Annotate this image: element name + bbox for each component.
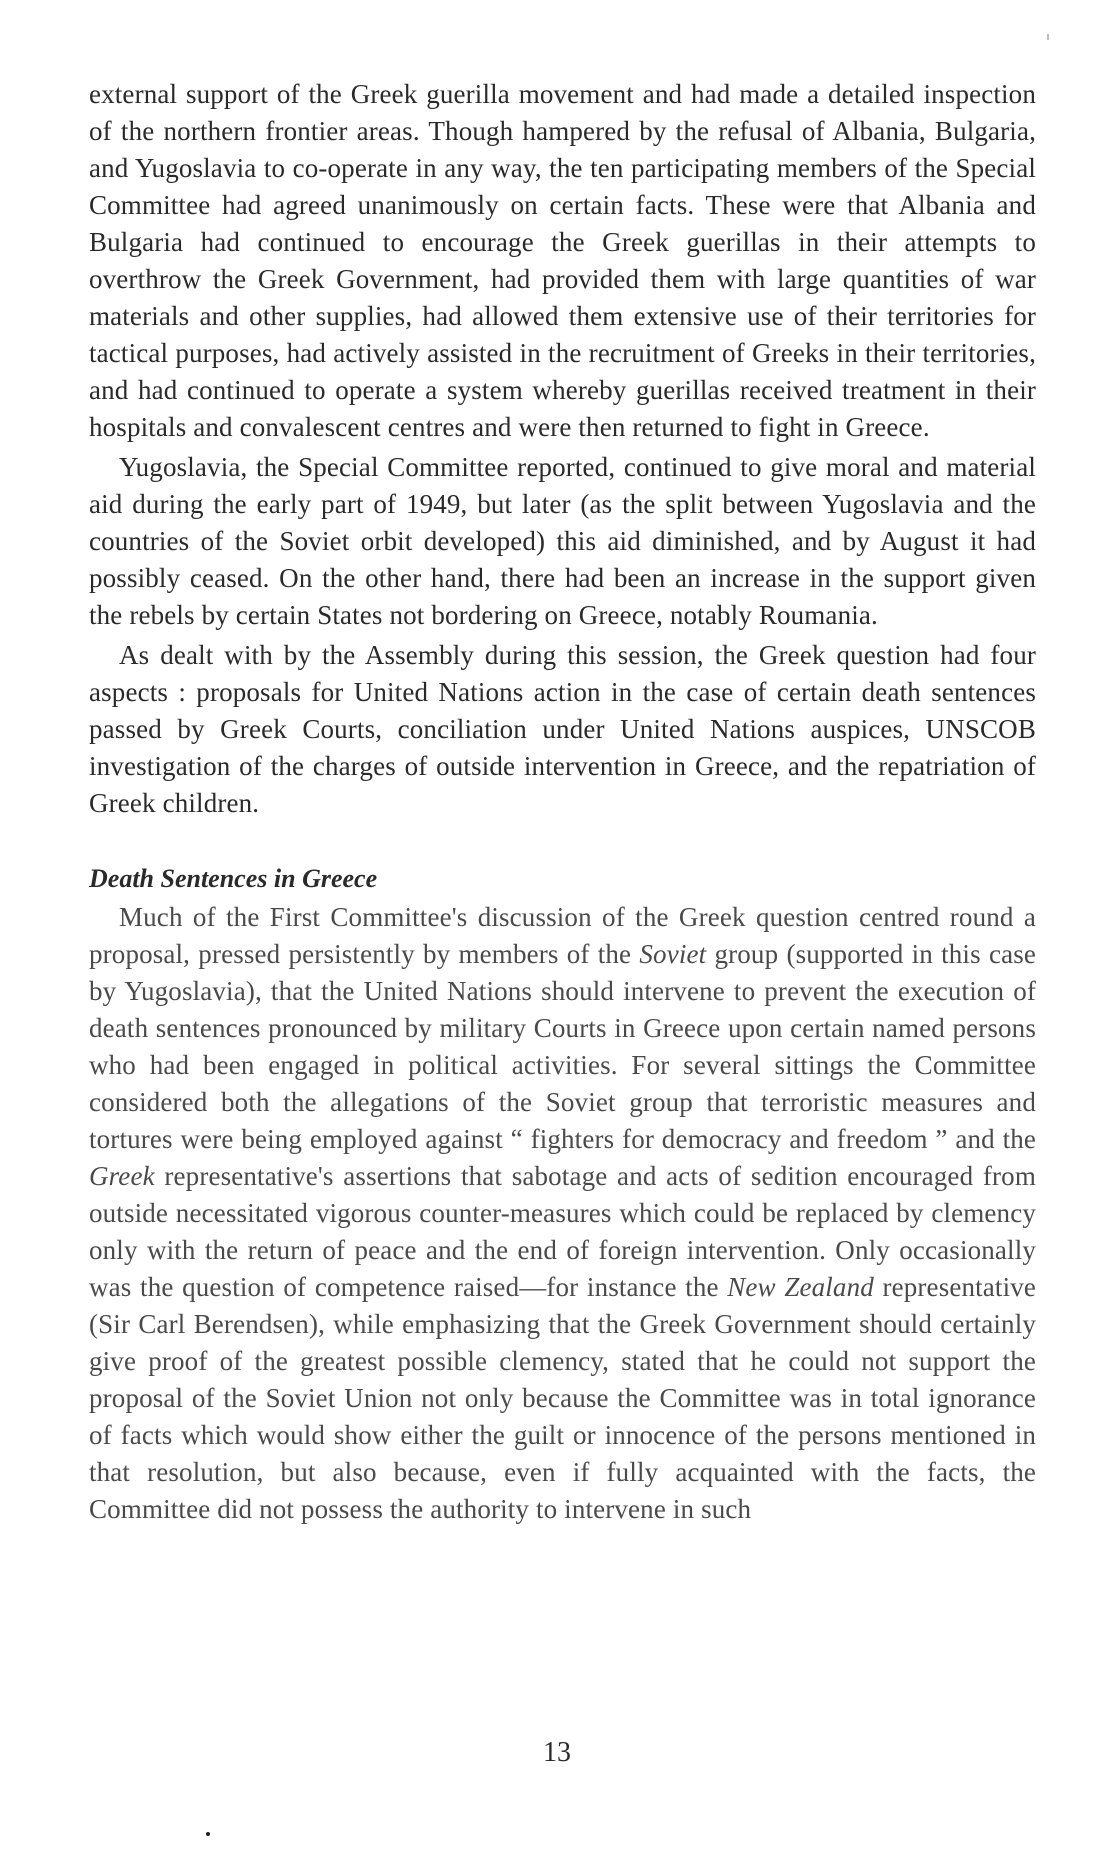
document-page: [89, 76, 1036, 1528]
paragraph-1: external support of the Greek guerilla movement and had made a detailed inspection of the northern frontier areas. Though hampered by the refusal of Albania, Bulgaria, and Yugoslavia to co-operate in any way, the ten participating members of the Special Committee had agreed unanimously on certain facts. These were that Albania and Bulgaria had continued to encourage the Greek guerillas in their attempts to overthrow the Greek Government, had provided them with large quantities of war materials and other supplies, had allowed them extensive use of their territories for tactical purposes, had actively assisted in the recruitment of Greeks in their territories, and had continued to operate a system whereby guerillas received treatment in their hospitals and convalescent centres and were then returned to fight in Greece.: [89, 79, 1036, 442]
scan-mark: [1047, 34, 1049, 40]
scan-speck: [206, 1832, 210, 1836]
section-heading: Death Sentences in Greece: [89, 864, 378, 893]
new-zealand-emphasis: New Zealand: [727, 1272, 874, 1302]
greek-emphasis: Greek: [89, 1161, 155, 1191]
paragraph-4: [89, 899, 1036, 1528]
page-number: 13: [543, 1737, 571, 1768]
paragraph-4-text-3: representative's assertions that sabotage and acts of sedition encouraged from outside necessitated vigorous counter-measures which could be replaced by clemency only with the return of peace and the end of foreign intervention. Only occasionally was the question of competence raised—for instance the: [89, 1161, 1036, 1302]
paragraph-4-text-1: Much of the First Committee's discussion of the Greek question centred round a proposal, pressed persistently by members of the: [89, 902, 1036, 969]
paragraph-4-text-4: representative (Sir Carl Berendsen), while emphasizing that the Greek Government should certainly give proof of the greatest possible clemency, stated that he could not support the proposal of the Soviet Union not only because the Committee was in total ignorance of facts which would show either the guilt or innocence of the persons mentioned in that resolution, but also because, even if fully acquainted with the facts, the Committee did not possess the authority to intervene in such: [89, 1272, 1037, 1524]
paragraph-3: As dealt with by the Assembly during this session, the Greek question had four aspects : proposals for United Nations action in the case of certain death sentences passed by Greek Courts, conciliation under United Nations auspices, UNSCOB investigation of the charges of outside intervention in Greece, and the repatriation of Greek children.: [89, 640, 1036, 818]
soviet-emphasis: Soviet: [639, 939, 707, 969]
paragraph-2: Yugoslavia, the Special Committee reported, continued to give moral and material aid during the early part of 1949, but later (as the split between Yugoslavia and the countries of the Soviet orbit developed) this aid diminished, and by August it had possibly ceased. On the other hand, there had been an increase in the support given the rebels by certain States not bordering on Greece, notably Roumania.: [89, 452, 1036, 630]
paragraph-4-text-2: group (supported in this case by Yugoslavia), that the United Nations should intervene to prevent the execution of death sentences pronounced by military Courts in Greece upon certain named persons who had been engaged in political activities. For several sittings the Committee considered both the allegations of the Soviet group that terroristic measures and tortures were being employed against “ fighters for democracy and freedom ” and the: [89, 939, 1037, 1154]
